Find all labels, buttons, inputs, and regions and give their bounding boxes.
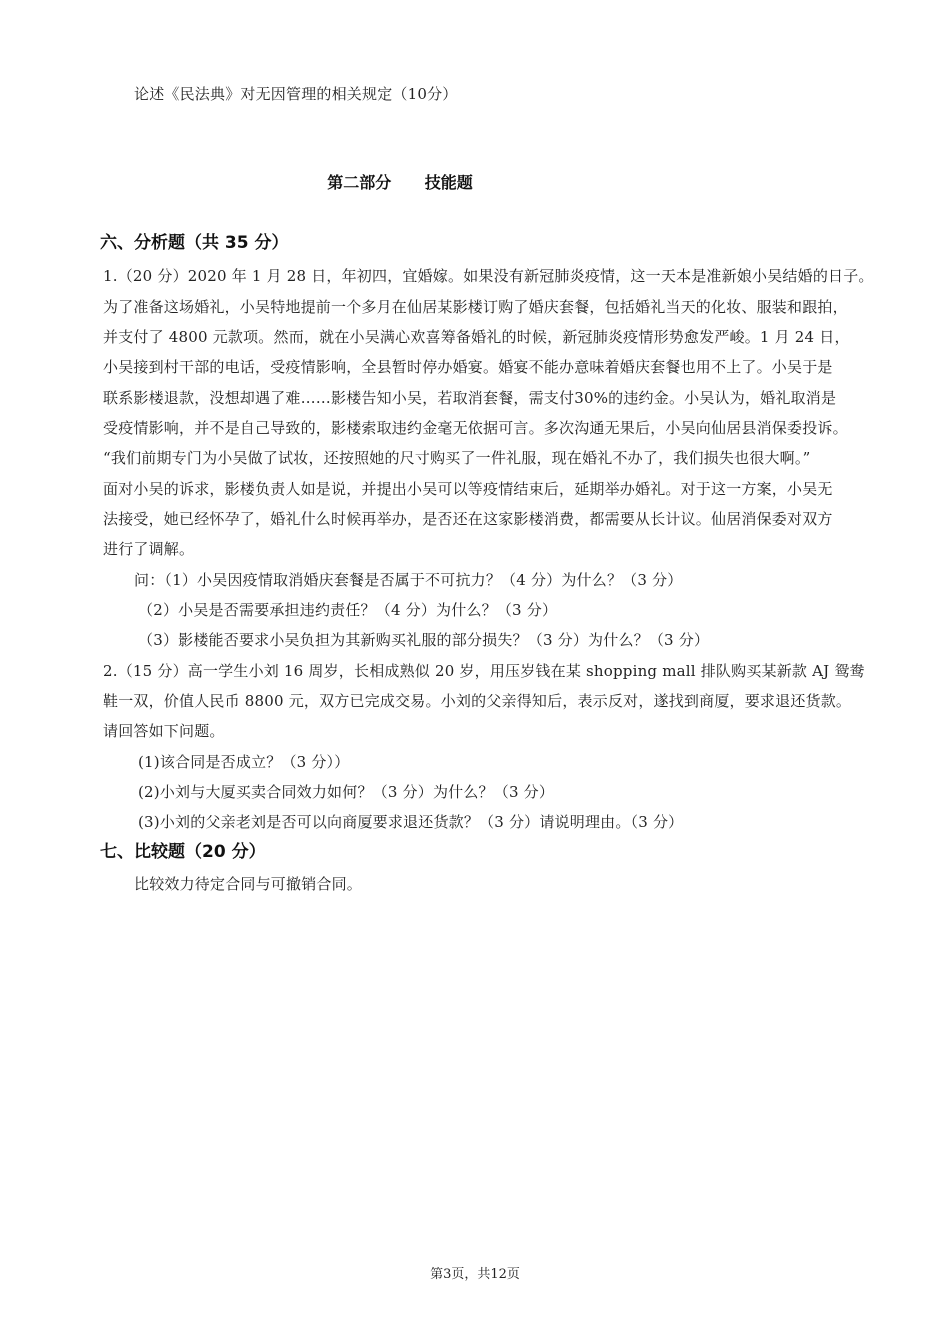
- q2-sub-question: (1)该合同是否成立？（3 分））: [138, 753, 350, 771]
- q1-line: 为了准备这场婚礼，小吴特地提前一个多月在仙居某影楼订购了婚庆套餐，包括婚礼当天的化妆、服装和跟拍，: [103, 298, 848, 316]
- q1-line: 并支付了 4800 元款项。然而，就在小吴满心欢喜筹备婚礼的时候，新冠肺炎疫情形势愈发严峻。1 月 24 日，: [103, 328, 850, 346]
- q2-line: 鞋一双，价值人民币 8800 元，双方已完成交易。小刘的父亲得知后，表示反对，遂找到商厦，要求退还货款。: [103, 692, 852, 710]
- q2-sub-question: (3)小刘的父亲老刘是否可以向商厦要求退还货款？（3 分）请说明理由。（3 分）: [138, 813, 684, 831]
- q1-sub-question: （2）小吴是否需要承担违约责任？（4 分）为什么？（3 分）: [138, 601, 558, 619]
- q1-sub-question: 问：（1）小吴因疫情取消婚庆套餐是否属于不可抗力？（4 分）为什么？（3 分）: [134, 571, 683, 589]
- part-title: 第二部分 技能题: [327, 173, 473, 192]
- q1-line: 进行了调解。: [103, 540, 195, 558]
- q1-line: 受疫情影响，并不是自己导致的，影楼索取违约金毫无依据可言。多次沟通无果后，小吴向仙居县消保委投诉。: [103, 419, 848, 437]
- q1-line: 小吴接到村干部的电话，受疫情影响，全县暂时停办婚宴。婚宴不能办意味着婚庆套餐也用不上了。小吴于是: [103, 358, 833, 376]
- q1-line: 1.（20 分）2020 年 1 月 28 日，年初四，宜婚嫁。如果没有新冠肺炎疫情，这一天本是准新娘小吴结婚的日子。: [103, 267, 874, 285]
- top-question: 论述《民法典》对无因管理的相关规定（10分）: [134, 85, 458, 103]
- q1-line: “我们前期专门为小吴做了试妆，还按照她的尺寸购买了一件礼服，现在婚礼不办了，我们损失也很大啊。”: [103, 449, 811, 467]
- q1-line: 联系影楼退款，没想却遇了难……影楼告知小吴，若取消套餐，需支付30%的违约金。小吴认为，婚礼取消是: [103, 389, 837, 407]
- q1-line: 法接受，她已经怀孕了，婚礼什么时候再举办，是否还在这家影楼消费，都需要从长计议。仙居消保委对双方: [103, 510, 833, 528]
- q1-line: 面对小吴的诉求，影楼负责人如是说，并提出小吴可以等疫情结束后，延期举办婚礼。对于这一方案，小吴无: [103, 480, 833, 498]
- q2-line: 2.（15 分）高一学生小刘 16 周岁，长相成熟似 20 岁，用压岁钱在某 shopping mall 排队购买某新款 AJ 鸳鸯: [103, 662, 865, 680]
- section-7-heading: 七、比较题（20 分）: [100, 842, 266, 862]
- section-7-question: 比较效力待定合同与可撤销合同。: [134, 875, 363, 893]
- q2-sub-question: (2)小刘与大厦买卖合同效力如何？（3 分）为什么？（3 分）: [138, 783, 555, 801]
- q2-line: 请回答如下问题。: [103, 722, 225, 740]
- page-footer: 第3页，共12页: [430, 1267, 520, 1282]
- section-6-heading: 六、分析题（共 35 分）: [100, 233, 289, 253]
- q1-sub-question: （3）影楼能否要求小吴负担为其新购买礼服的部分损失？（3 分）为什么？（3 分）: [138, 631, 710, 649]
